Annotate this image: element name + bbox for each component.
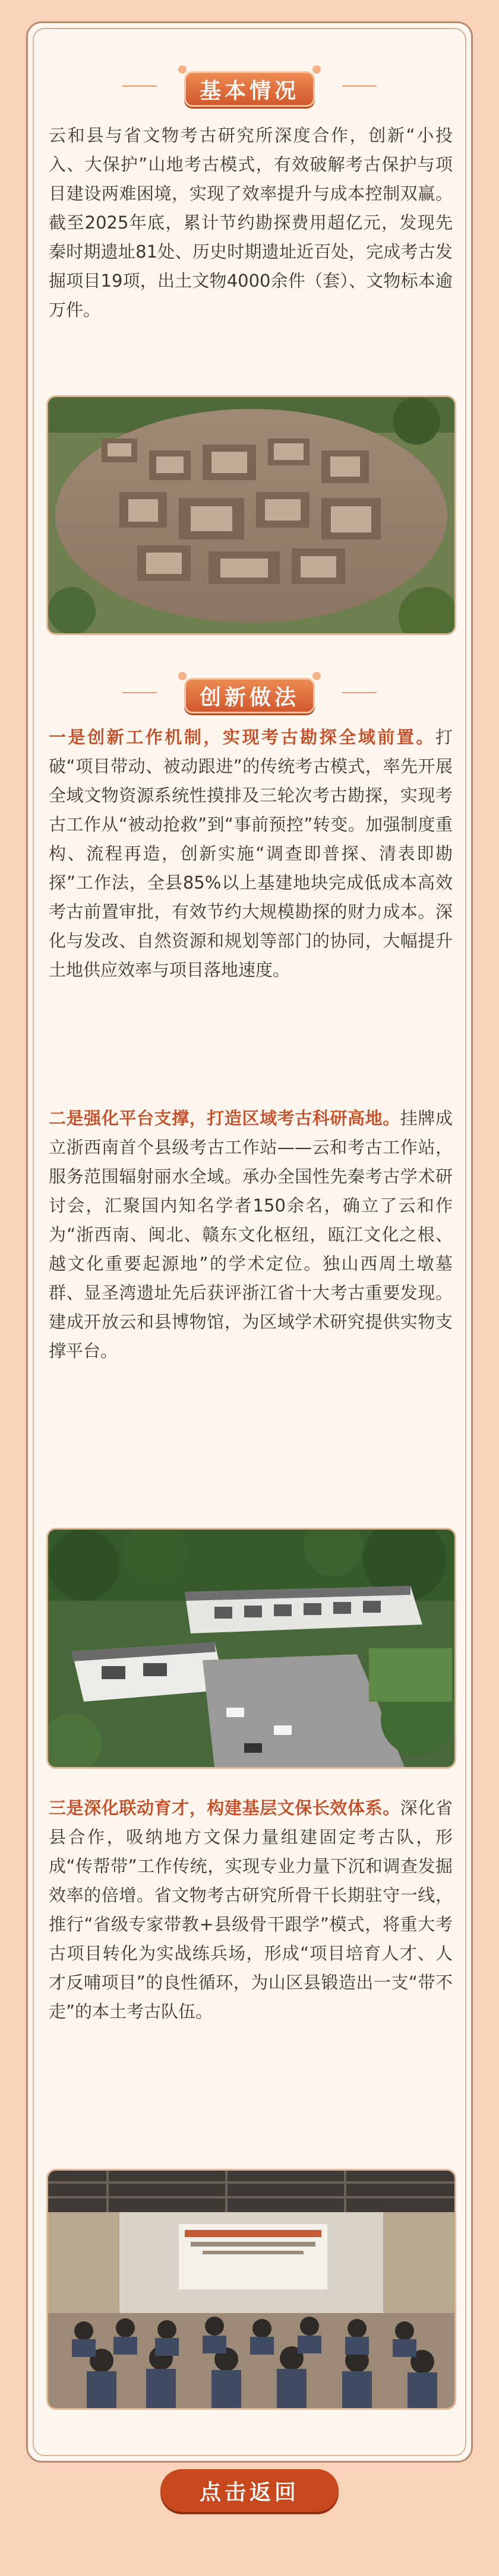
section-body: 云和县与省文物考古研究所深度合作，创新“小投入、大保护”山地考古模式，有效破解考古保护与项目建设两难困境，实现了效率提升与成本控制双赢。截至2025年底，累计节约勘探费用超亿元，发现先秦时期遗址81处、历史时期遗址近百处，完成考古发掘项目19项，出土文物4000余件（套）、文物标本逾万件。 [49,125,453,320]
work-station-photo [46,1528,456,1769]
measure-1-heading: 一是创新工作机制，实现考古勘探全域前置。 [49,727,435,747]
section-heading-innovation [160,670,339,716]
measure-2 [49,1104,453,1366]
section-title: 创新做法 [184,678,315,713]
measure-2-heading: 二是强化平台支撑，打造区域考古科研高地。 [49,1108,400,1128]
measure-3-heading: 三是深化联动育才，构建基层文保长效体系。 [49,1798,400,1818]
measure-2-body: 挂牌成立浙西南首个县级考古工作站——云和考古工作站，服务范围辐射丽水全域。承办全国性先秦考古学术研讨会，汇聚国内知名学者150余名，确立了云和作为“浙西南、闽北、赣东文化枢纽，瓯江文化之根、越文化重要起源地”的学术定位。独山西周土墩墓群、显圣湾遗址先后获评浙江省十大考古重要发现。建成开放云和县博物馆，为区域学术研究提供实物支撑平台。 [49,1108,453,1361]
excavation-site-photo [46,395,456,635]
seminar-photo [46,2169,456,2410]
measure-3 [49,1794,453,2026]
section-title: 基本情况 [184,71,315,107]
section-heading-basic [160,63,339,109]
back-button[interactable]: 点击返回 [160,2469,339,2512]
measure-3-body: 深化省县合作，吸纳地方文保力量组建固定考古队，形成“传帮带”工作传统，实现专业力量下沉和调查发掘效率的倍增。省文物考古研究所骨干长期驻守一线，推行“省级专家带教+县级骨干跟学”模式，将重大考古项目转化为实战练兵场，形成“项目培育人才、人才反哺项目”的良性循环，为山区县锻造出一支“带不走”的本土考古队伍。 [49,1798,453,2022]
measure-1-body: 打破“项目带动、被动跟进”的传统考古模式，率先开展全域文物资源系统性摸排及三轮次考古勘探，实现考古工作从“被动抢救”到“事前预控”转变。加强制度重构、流程再造，创新实施“调查即普探、清表即勘探”工作法，全县85%以上基建地块完成低成本高效考古前置审批，有效节约大规模勘探的财力成本。深化与发改、自然资源和规划等部门的协同，大幅提升土地供应效率与项目落地速度。 [49,727,453,980]
measure-1 [49,723,453,985]
